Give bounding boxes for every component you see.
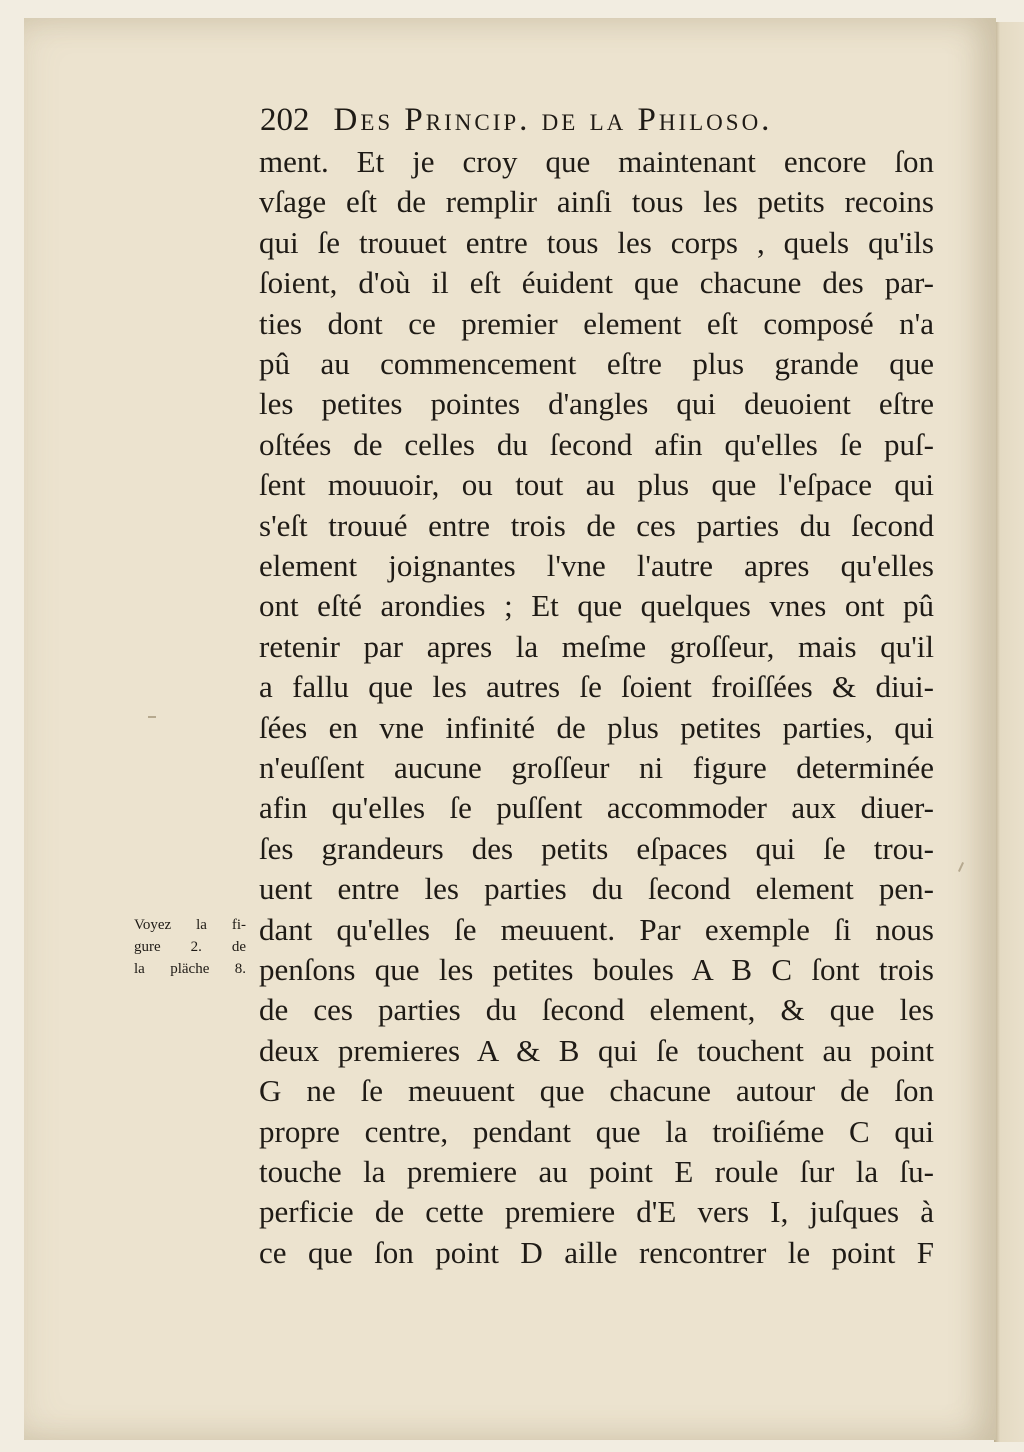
body-line: perficie de cette premiere d'E vers I, juſques à (259, 1194, 934, 1230)
body-line: uent entre les parties du ſecond element pen- (259, 871, 934, 907)
body-line: ſes grandeurs des petits eſpaces qui ſe trou- (259, 830, 934, 866)
body-line: penſons que les petites boules A B C ſont trois (259, 952, 934, 987)
body-line: ties dont ce premier element eſt composé n'a (259, 305, 934, 341)
body-line: n'euſſent aucune groſſeur ni figure determinée (259, 750, 934, 785)
body-line: element joignantes l'vne l'autre apres qu'elles (259, 548, 934, 583)
body-line: de ces parties du ſecond element, & que les (259, 992, 934, 1028)
body-line: ſées en vne infinité de plus petites parties, qui (259, 709, 934, 745)
body-line: G ne ſe meuuent que chacune autour de ſon (259, 1073, 934, 1109)
page-number: 202 (260, 102, 310, 138)
margin-note-line-2: gure 2. de (134, 939, 246, 955)
paper-speck (148, 716, 156, 718)
running-header (260, 102, 772, 139)
body-line: qui ſe trouuet entre tous les corps , quels qu'ils (259, 224, 934, 260)
body-line: vſage eſt de remplir ainſi tous les petits recoins (259, 184, 934, 220)
running-title: Des Princip. de la Philoso. (333, 102, 773, 138)
body-line: a fallu que les autres ſe ſoient froiſſées & diui- (259, 669, 934, 705)
body-line: ce que ſon point D aille rencontrer le point F (259, 1234, 934, 1270)
body-line: propre centre, pendant que la troiſiéme C qui (259, 1113, 934, 1149)
adjacent-page-edge (994, 22, 1024, 1442)
body-line: les petites pointes d'angles qui deuoient eſtre (259, 386, 934, 422)
body-line: s'eſt trouué entre trois de ces parties du ſecond (259, 507, 934, 543)
margin-note-line-1: Voyez la fi- (134, 917, 246, 933)
body-line: afin qu'elles ſe puſſent accommoder aux diuer- (259, 790, 934, 826)
body-line: dant qu'elles ſe meuuent. Par exemple ſi nous (259, 911, 934, 947)
body-line: ſent mouuoir, ou tout au plus que l'eſpace qui (259, 467, 934, 503)
body-line: ment. Et je croy que maintenant encore ſon (259, 144, 934, 179)
body-line: oſtées de celles du ſecond afin qu'elles ſe puſ- (259, 426, 934, 462)
body-line: deux premieres A & B qui ſe touchent au point (259, 1032, 934, 1068)
body-line: pû au commencement eſtre plus grande que (259, 346, 934, 381)
body-line: ont eſté arondies ; Et que quelques vnes ont pû (259, 588, 934, 624)
body-line: ſoient, d'où il eſt éuident que chacune des par- (259, 265, 934, 301)
margin-note-line-3: la pläche 8. (134, 961, 246, 977)
body-line: touche la premiere au point E roule ſur la ſu- (259, 1154, 934, 1189)
body-line: retenir par apres la meſme groſſeur, mais qu'il (259, 628, 934, 664)
